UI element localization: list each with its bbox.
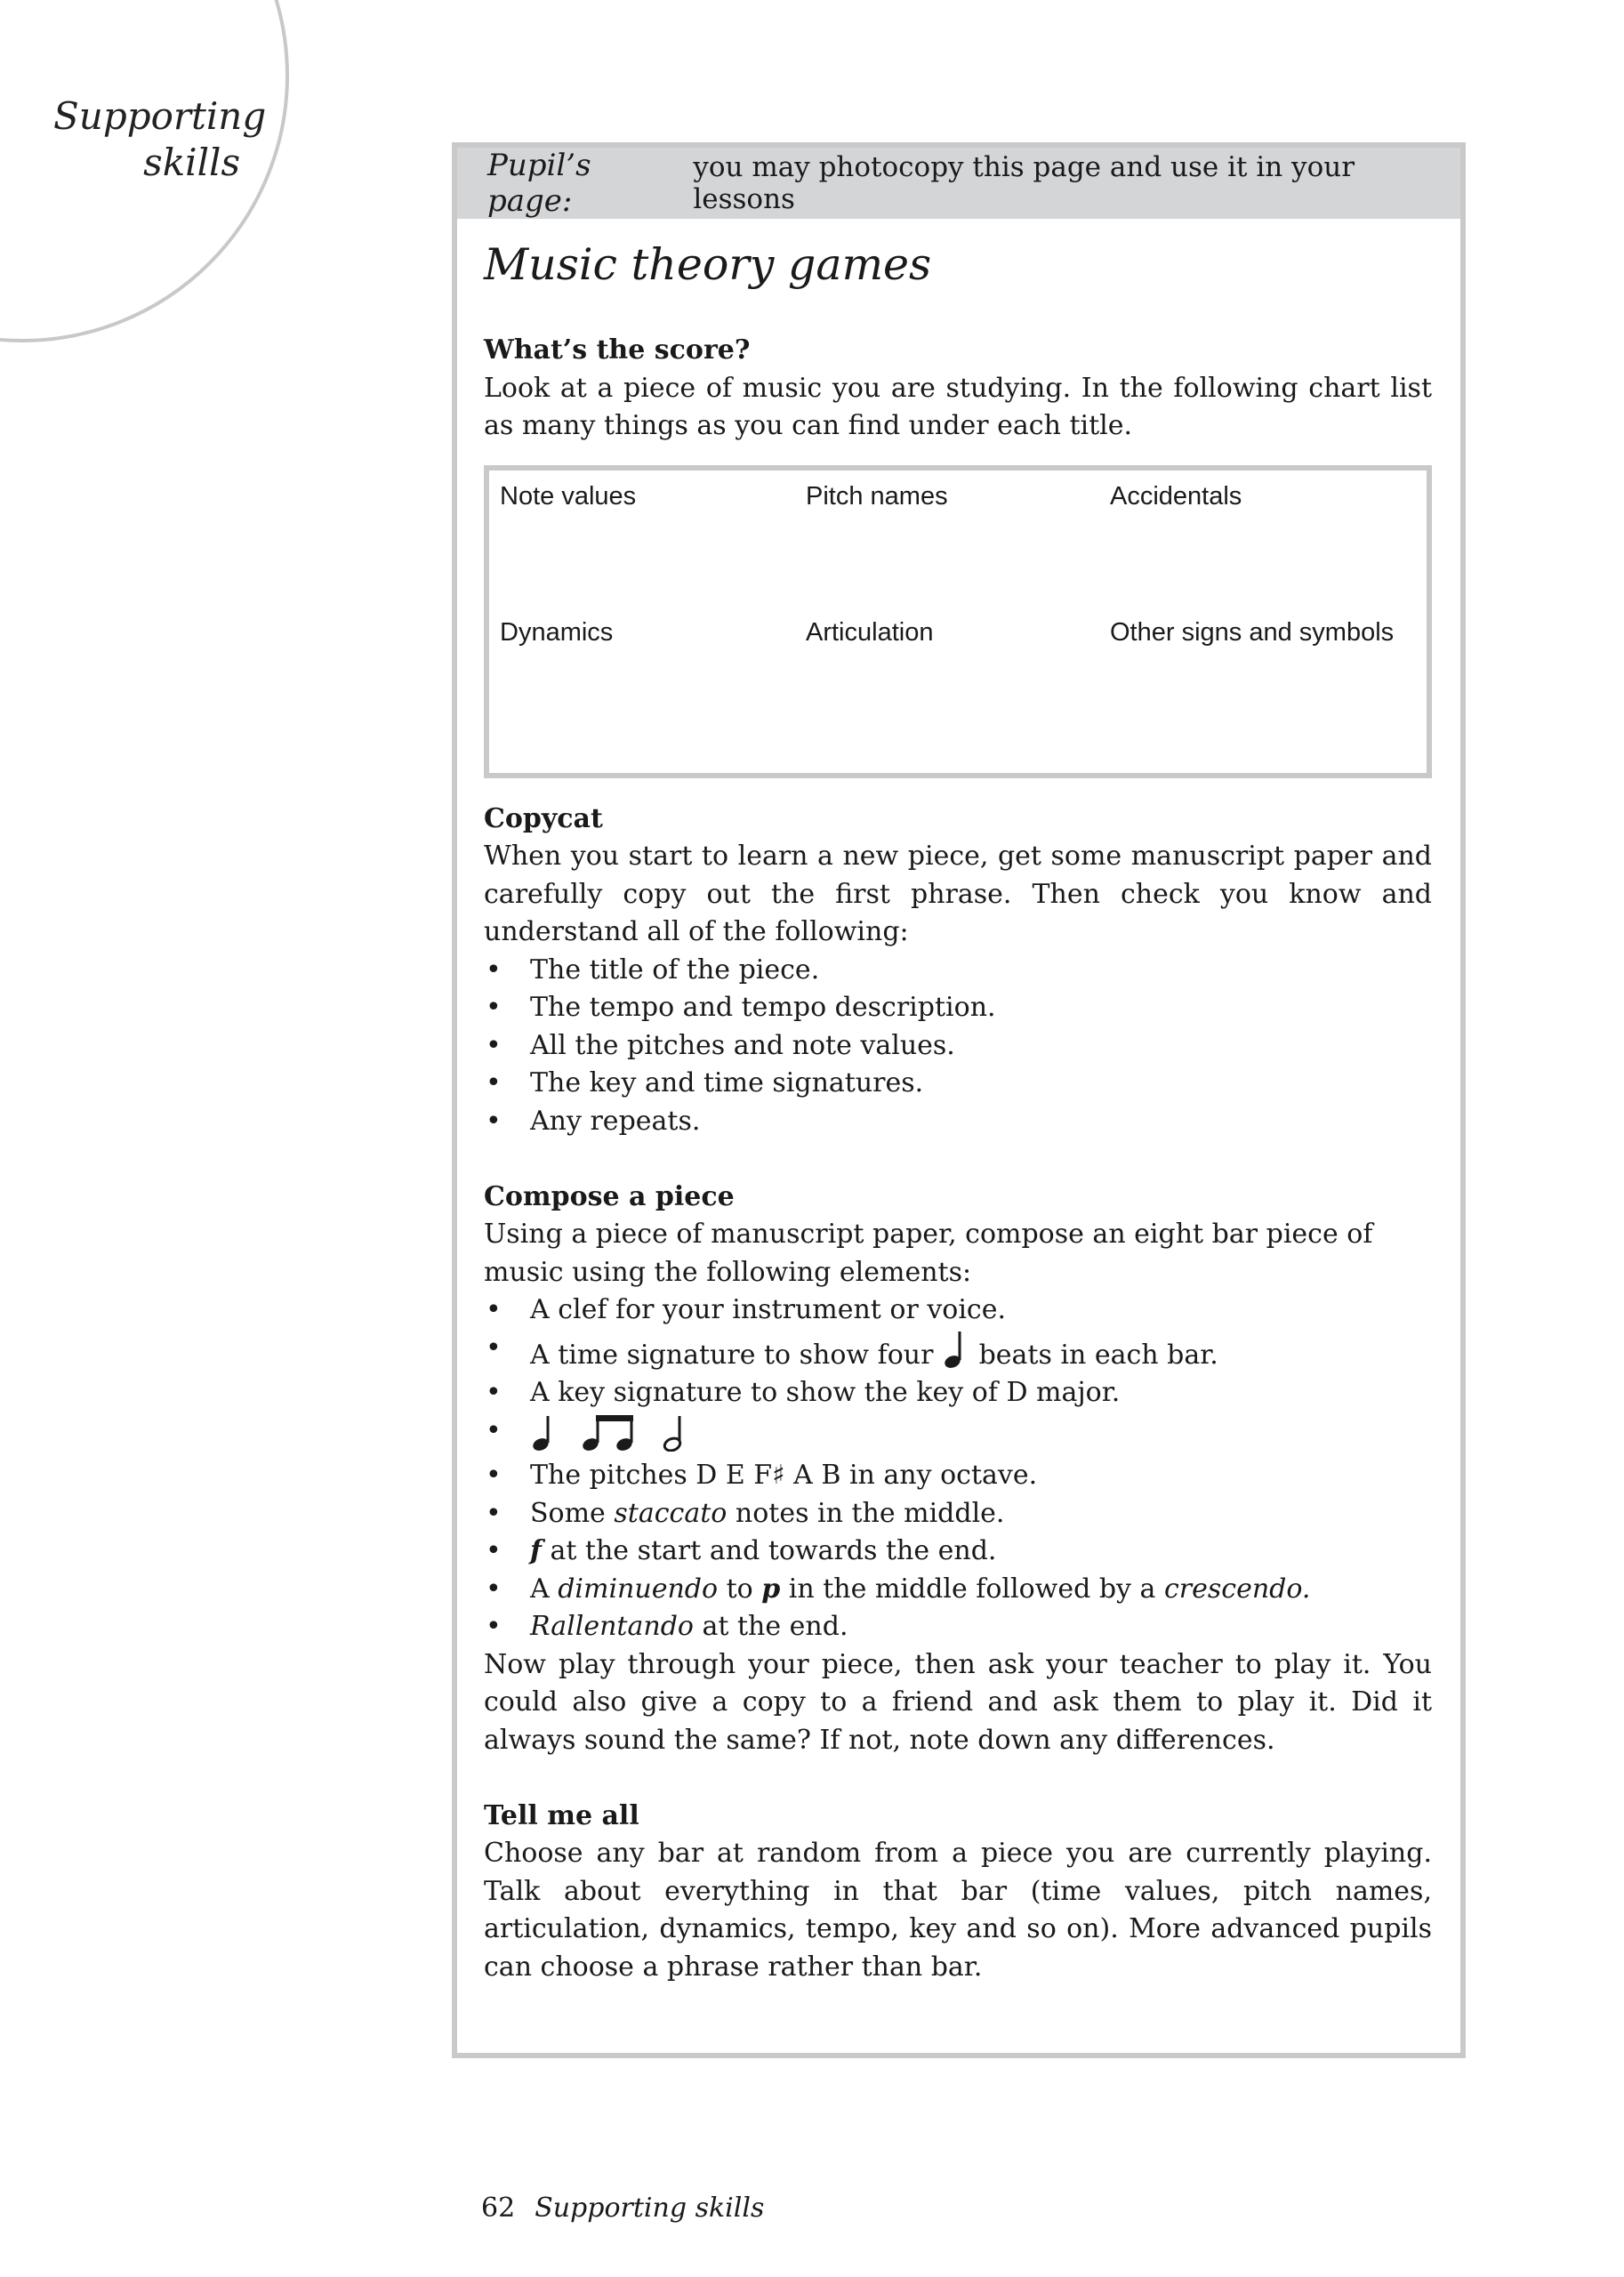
- list-item: [484, 1608, 1432, 1646]
- whats-score-text: Look at a piece of music you are studying. In the following chart list as many things as you can find under each title.: [484, 372, 1432, 441]
- bullet-icon: •: [486, 1535, 502, 1566]
- pupil-page-panel: [452, 142, 1466, 2058]
- forte-symbol: f: [530, 1535, 542, 1566]
- list-item-text-cont: at the end.: [702, 1611, 848, 1642]
- list-item-text: The key and time signatures.: [530, 1067, 924, 1098]
- bullet-icon: •: [486, 1377, 502, 1408]
- list-item: [484, 1457, 1432, 1495]
- piano-symbol: p: [761, 1573, 781, 1605]
- bullet-icon: •: [486, 1414, 502, 1446]
- bullet-icon: •: [486, 1497, 502, 1529]
- list-item-text-cont: to: [726, 1573, 753, 1605]
- panel-header: [457, 148, 1460, 219]
- list-item: [484, 1495, 1432, 1533]
- bullet-icon: •: [486, 1611, 502, 1642]
- list-item: [484, 1374, 1432, 1412]
- list-item-text: The tempo and tempo description.: [530, 992, 996, 1023]
- list-item-text: A clef for your instrument or voice.: [530, 1294, 1007, 1325]
- header-label: Pupil’s page:: [487, 148, 591, 219]
- rallentando-term: Rallentando: [530, 1611, 694, 1642]
- whats-score-heading: What’s the score?: [484, 334, 751, 366]
- list-item: [484, 1027, 1432, 1066]
- list-item: [484, 1291, 1432, 1330]
- list-item: [484, 1330, 1432, 1375]
- list-item-text: All the pitches and note values.: [530, 1029, 955, 1061]
- list-item: [484, 1533, 1432, 1571]
- list-item-text: The title of the piece.: [530, 953, 820, 986]
- bullet-icon: •: [486, 1105, 502, 1137]
- page-title: Music theory games: [484, 239, 932, 290]
- list-item-text: A time signature to show four: [530, 1339, 934, 1371]
- bullet-icon: •: [486, 1029, 502, 1061]
- quarter-note-icon: [942, 1330, 970, 1369]
- corner-section-label: [53, 93, 267, 186]
- list-item-text: Any repeats.: [530, 1105, 701, 1137]
- list-item-text: Some: [530, 1497, 606, 1529]
- compose-after-text: Now play through your piece, then ask your teacher to play it. You could also give a copy to a friend and ask them to play it. Did it always sound the same? If not, note down any differences.: [484, 1648, 1432, 1756]
- chart-cell-articulation: Articulation: [806, 617, 934, 647]
- list-item: [484, 989, 1432, 1027]
- bullet-icon: •: [486, 992, 502, 1023]
- chart-cell-accidentals: Accidentals: [1110, 481, 1242, 511]
- bullet-icon: •: [486, 1294, 502, 1325]
- footer-section: Supporting skills: [535, 2193, 765, 2224]
- bullet-icon: •: [486, 1067, 502, 1098]
- page-footer: [481, 2193, 764, 2224]
- copycat-text: When you start to learn a new piece, get some manuscript paper and carefully copy out the first phrase. Then check you know and understand all of the following:: [484, 841, 1432, 947]
- bullet-icon: •: [486, 1460, 502, 1491]
- compose-heading: Compose a piece: [484, 1180, 735, 1212]
- header-text: you may photocopy this page and use it in your lessons: [693, 151, 1355, 215]
- tellme-heading: Tell me all: [484, 1799, 639, 1831]
- list-item-text-cont: in the middle followed by a: [788, 1573, 1156, 1605]
- chart-table: [484, 465, 1432, 778]
- bullet-icon: •: [486, 1573, 502, 1605]
- page-number: 62: [481, 2193, 516, 2224]
- staccato-term: staccato: [614, 1497, 728, 1529]
- list-item: [484, 1571, 1432, 1609]
- crescendo-term: crescendo.: [1163, 1573, 1311, 1605]
- corner-line-2: skills: [143, 141, 240, 184]
- list-item: [484, 1103, 1432, 1141]
- list-item-text: A: [530, 1573, 550, 1605]
- list-item-text: A key signature to show the key of D major.: [530, 1377, 1121, 1408]
- corner-line-1: Supporting: [53, 94, 267, 138]
- diminuendo-term: diminuendo: [558, 1573, 719, 1605]
- bullet-icon: •: [486, 953, 502, 986]
- chart-cell-dynamics: Dynamics: [500, 617, 614, 647]
- compose-text: Using a piece of manuscript paper, compose an eight bar piece of music using the following elements:: [484, 1219, 1373, 1288]
- list-item-text-cont: beats in each bar.: [978, 1339, 1218, 1371]
- chart-cell-note-values: Note values: [500, 481, 637, 511]
- copycat-list: [484, 952, 1432, 1141]
- copycat-heading: Copycat: [484, 802, 603, 834]
- list-item: [484, 1065, 1432, 1103]
- compose-list: [484, 1291, 1432, 1646]
- tellme-text: Choose any bar at random from a piece you are currently playing. Talk about everything in that bar (time values, pitch names, articulation, dynamics, tempo, key and so on). More advanced pupils can choose a phrase rather than bar.: [484, 1838, 1432, 1983]
- chart-cell-pitch-names: Pitch names: [806, 481, 948, 511]
- list-item-text-cont: notes in the middle.: [735, 1497, 1005, 1529]
- list-item: [484, 1412, 1432, 1458]
- note-rhythm-icon: [530, 1412, 690, 1452]
- chart-cell-other-signs: Other signs and symbols: [1110, 617, 1395, 647]
- list-item-text: The pitches D E F♯ A B in any octave.: [530, 1460, 1038, 1491]
- panel-content: [484, 219, 1432, 1986]
- list-item: [484, 952, 1432, 990]
- bullet-icon: •: [486, 1332, 502, 1364]
- list-item-text-cont: at the start and towards the end.: [550, 1535, 997, 1566]
